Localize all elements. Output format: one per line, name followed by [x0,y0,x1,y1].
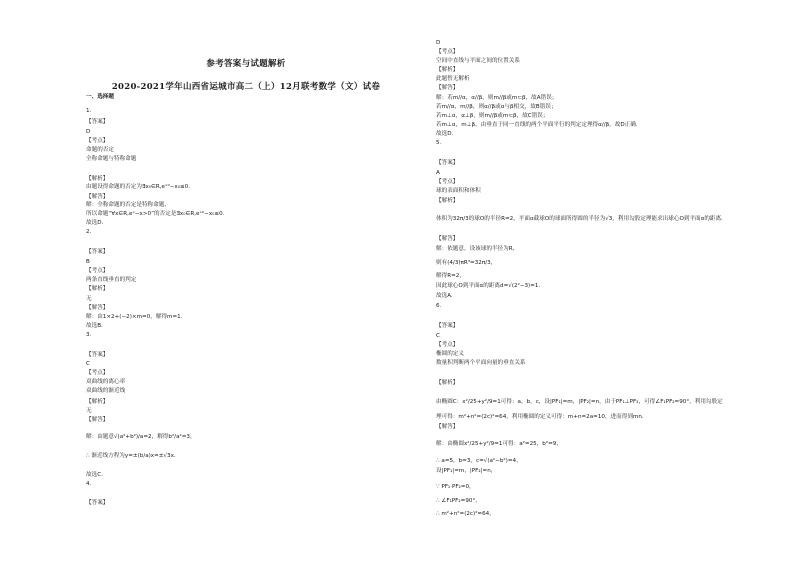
text-line: 2. [86,229,92,235]
text-line: 若m//α，m//β，则α//β或α与β相交，故B错误； [436,104,557,110]
text-line: 【解析】 [86,176,109,182]
text-line: 则有(4/3)πR³=32π/3， [436,260,497,266]
text-line: ∵ PF₁·PF₂=0， [436,484,475,490]
text-line: 解：依题意，设该球的半径为R， [436,246,519,252]
text-line: 故选D. [86,220,104,226]
text-line: 双曲线的离心率 [86,379,126,385]
text-line: 无 [86,296,92,302]
text-line: 【答案】 [86,249,109,255]
text-line: 5. [436,140,442,146]
text-line: 【解答】 [86,194,109,200]
text-line: 由题设得命题的否定为∃x₀∈R,eˣ⁰−x₀≤0. [86,184,190,190]
exam-subtitle: 2020-2021学年山西省运城市高二（上）12月联考数学（文）试卷 [111,82,381,92]
text-line: 解：由题意√(a²+b²)/a=2，解得b²/a²=3， [86,434,196,440]
text-line: 双曲线的渐近线 [86,388,126,394]
text-line: 【解析】 [436,380,459,386]
text-line: 【解析】 [436,198,459,204]
page-title: 参考答案与试题解析 [206,59,286,69]
text-line: 若m⊥α，α⊥β，则m//β或m⊂β，故C错误； [436,113,549,119]
text-line: 由椭圆C：x²/25+y²/9=1可得：a，b，c，设|PF₁|=m，|PF₂|=n，由于PF₁⊥PF₂，可得∠F₁PF₂=90°，利用勾股定 [436,399,723,405]
text-line: 所以命题“∀x∈R,eˣ−x>0”的否定是∃x₀∈R,eˣ⁰−x₀≤0. [86,211,225,217]
text-line: 【解答】 [86,417,109,423]
text-line: D [436,40,441,46]
text-line: ∴ m²+n²=(2c)²=64， [436,511,495,517]
text-line: 解得R=2， [436,273,465,279]
text-line: 球的表面积和体积 [436,188,481,194]
text-line: ∴ a=5，b=3，c=√(a²−b²)=4， [436,458,522,464]
text-line: 【考点】 [86,370,109,376]
text-line: ∴ 渐近线方程为y=±(b/a)x=±√3x. [86,453,176,459]
text-line: 设|PF₁|=m，|PF₂|=n， [436,468,497,474]
text-line: 故选C. [86,472,103,478]
text-line: 理可得：m²+n²=(2c)²=64，利用椭圆的定义可得：m+n=2a=10，进而得到mn. [436,414,644,420]
text-line: 【答案】 [436,323,459,329]
text-line: 此题暂无解析 [436,76,470,82]
text-line: 解：全称命题的否定是特称命题， [86,202,170,208]
text-line: 【考点】 [436,179,459,185]
text-line: 故选D. [436,131,454,137]
text-line: 【答案】 [86,500,109,506]
text-line: 【解析】 [436,67,459,73]
text-line: 数量积判断两个平面向量的垂直关系 [436,360,526,366]
text-line: 因此球心O到平面α的距离d=√(2²−3)=1. [436,283,541,289]
text-line: B [86,259,90,265]
text-line: 【考点】 [436,49,459,55]
text-line: 【解答】 [86,305,109,311]
text-line: 【答案】 [86,119,109,125]
text-line: 解：由1×2+(−2)×m=0，解得m=1. [86,314,183,320]
text-line: 解：若m//α，α//β，则m//β或m⊂β，故A错误； [436,95,558,101]
text-line: 4. [86,481,92,487]
text-line: C [86,361,90,367]
text-line: 【解析】 [86,399,109,405]
text-line: 【考点】 [86,268,109,274]
text-line: 【解答】 [436,424,459,430]
text-line: 1. [86,108,92,114]
text-line: 解：由椭圆x²/25+y²/9=1可得：a²=25，b²=9， [436,441,562,447]
text-line: 【答案】 [86,352,109,358]
text-line: 【解析】 [86,286,109,292]
text-line: 全称命题与特称命题 [86,156,137,162]
text-line: 【考点】 [436,342,459,348]
text-line: 无 [86,408,92,414]
text-line: A [436,170,440,176]
text-line: 椭圆的定义 [436,351,464,357]
text-line: 若m⊥α，m⊥β，由垂直于同一直线的两个平面平行的判定定理得α//β，故D正确. [436,122,638,128]
text-line: 体积为32π/3的球O的半径R=2，平面α截球O的球面所得圆的半径为√3，利用勾股定理能求出球心O到平面α的距离. [436,216,723,222]
text-line: 6. [436,303,442,309]
text-line: D [86,129,91,135]
text-line: 空间中直线与平面之间的位置关系 [436,58,520,64]
text-line: 【解答】 [436,236,459,242]
text-line: 故选B. [86,323,103,329]
text-line: 【答案】 [436,160,459,166]
text-line: C [436,333,440,339]
text-line: ∴ ∠F₁PF₂=90°， [436,498,481,504]
text-line: 故选A. [436,293,453,299]
text-line: 命题的否定 [86,147,114,153]
text-line: 3. [86,332,92,338]
text-line: 两条直线垂直的判定 [86,277,137,283]
text-line: 【考点】 [86,138,109,144]
text-line: 一、选择题 [86,94,114,100]
text-line: 【解答】 [436,85,459,91]
